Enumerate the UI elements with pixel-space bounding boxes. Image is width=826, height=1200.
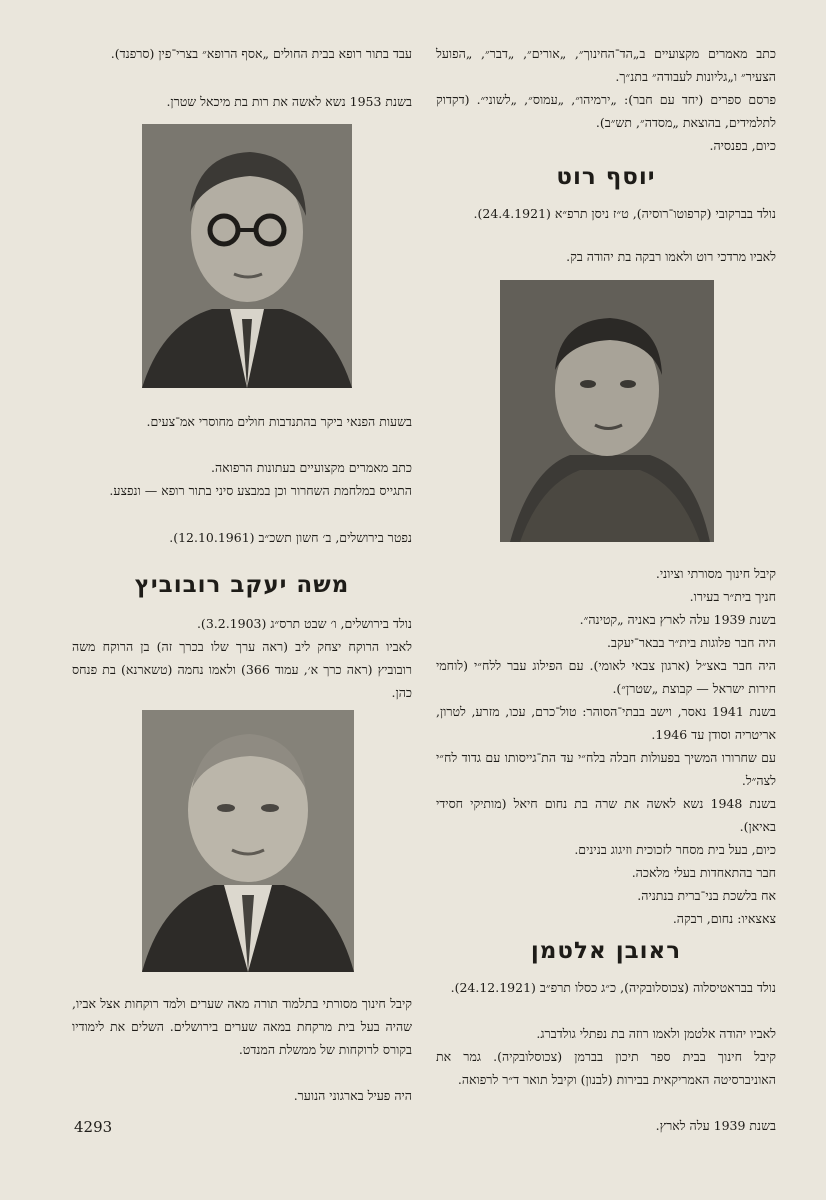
portrait-photo-altman (142, 124, 352, 388)
paragraph: כתב מאמרים מקצועיים ב„הד־החינוך״, „אורים״, „דבר״, „הפועל הצעיר״ ו„גליונות לעבודה״ בתנ״ך. (436, 46, 776, 84)
birth-line: נולד בבראטיסלוה (צכוסלובקיה), כ״ג כסלו תרפ״ב (24.12.1921). (450, 980, 776, 995)
bio-line: לאביו יהודה אלטמן ולאמו רוזה בת נפתלי גולדברג. (536, 1026, 776, 1041)
parents-line: לאביו מרדכי רוט ולאמו רבקה בת יהודה בק. (566, 249, 776, 264)
bio-line: בשעות הפנאי ביקר בהתנדבות חולים מחוסרי אמ־צעים. (146, 414, 412, 429)
entry-heading-altman: ראובן אלטמן (530, 938, 682, 964)
birth-line: נולד בברקובי (קרפוטו־רוסיה), ט״ז ניסן תרפ״א (24.4.1921). (473, 206, 776, 221)
bio-line: קיבל חינוך מסורתי בתלמוד תורה מאה שערים ולמד רוקחות אצל אביו, שהיה בעל בית מרקחת במאה שערים בירושלים. השלים את לימודיו בקורס לרוקחות של ממשלת המנדט. (72, 996, 412, 1057)
bio-line: היה חבר באצ״ל (ארגון צבאי לאומי). עם הפילוג עבר ללח״י (לוחמי חירות ישראל — קבוצת „שטרן״). (436, 658, 776, 696)
bio-line: צאצאיו: נחום, רבקה. (672, 911, 776, 926)
portrait-photo-rubovich (142, 710, 354, 972)
bio-line: חבר בהתאחדות בעלי מלאכה. (631, 865, 776, 880)
bio-line: כיום, בעל בית מסחר לזכוכית וזיגוג בנינים. (574, 842, 776, 857)
bio-line: היה חבר פלוגות בית״ר בבאר־יעקב. (607, 635, 776, 650)
birth-line: נולד בירושלים, ו׳ שבט תרס״ג (3.2.1903). (196, 616, 412, 631)
entry-heading-rubovich: משה יעקב רובוביץ (134, 572, 350, 598)
death-line: נפטר בירושלים, ב׳ חשון תשכ״ב (12.10.1961). (169, 530, 412, 545)
bio-line: בשנת 1939 עלה לארץ. (655, 1118, 776, 1133)
entry-heading-roth: יוסף רוט (556, 164, 656, 190)
paragraph: כיום, בפנסיה. (709, 138, 776, 153)
paragraph: עבד בתור רופא בבית החולים „אסף הרופא״ בצרי־פין (סרפנד). (110, 46, 412, 61)
page-number: 4293 (74, 1118, 113, 1136)
bio-line: בשנת 1948 נשא לאשה את שרה בת נחום חיאל (מותיקי חסידי באיאן). (436, 796, 776, 834)
portrait-photo-roth (500, 280, 714, 542)
bio-line: קיבל חינוך בבית ספר תיכון בברמן (צכוסלובקיה). גמר את האוניברסיטה האמריקאית בבירות (לבנון) וקיבל תואר ד״ר לרפואה. (436, 1049, 776, 1087)
bio-line: אח בלשכת בני־ברית בנתניה. (637, 888, 776, 903)
bio-line: עם שחרורו המשיך בפעולות חבלה בלח״י עד הת־גייסותו עם גדוד לח״י לצה״ל. (436, 750, 776, 788)
bio-line: היה פעיל בארגוני הנוער. (293, 1088, 412, 1103)
bio-line: חניך בית״ר בעירו. (689, 589, 776, 604)
bio-line: קיבל חינוך מסורתי וציוני. (655, 566, 776, 581)
paragraph: פרסם ספרים (יחד עם חבר): „ירמיהו״, „עמוס״, „לשוני״. (דקדוק לתלמידים, בהוצאת „מסדה״, תש״ב). (436, 92, 776, 130)
parents-line: לאביו הרוקח יצחק ליב (ראה ערך שלו בכרך זה) בן הרוקח משה רובוביץ (ראה כרך א׳, עמוד 366) ולאמו נחמה (טשארנא) בת פנחס כהן. (72, 639, 412, 700)
bio-line: כתב מאמרים מקצועיים בעתונות הרפואה. (210, 460, 412, 475)
bio-line: בשנת 1939 עלה לארץ באניה „קטינה״. (579, 612, 776, 627)
paragraph: בשנת 1953 נשא לאשה את רות בת מיכאל שטרן. (166, 94, 412, 109)
bio-line: התגייס במלחמת השחרור וכן במבצע סיני בתור רופא — ונפצע. (109, 483, 412, 498)
bio-line: בשנת 1941 נאסר, וישב בבתי־הסוהר: טול־כרם, עכו, מזרע, לטרון, אריטריה וסודן עד 1946. (436, 704, 776, 742)
